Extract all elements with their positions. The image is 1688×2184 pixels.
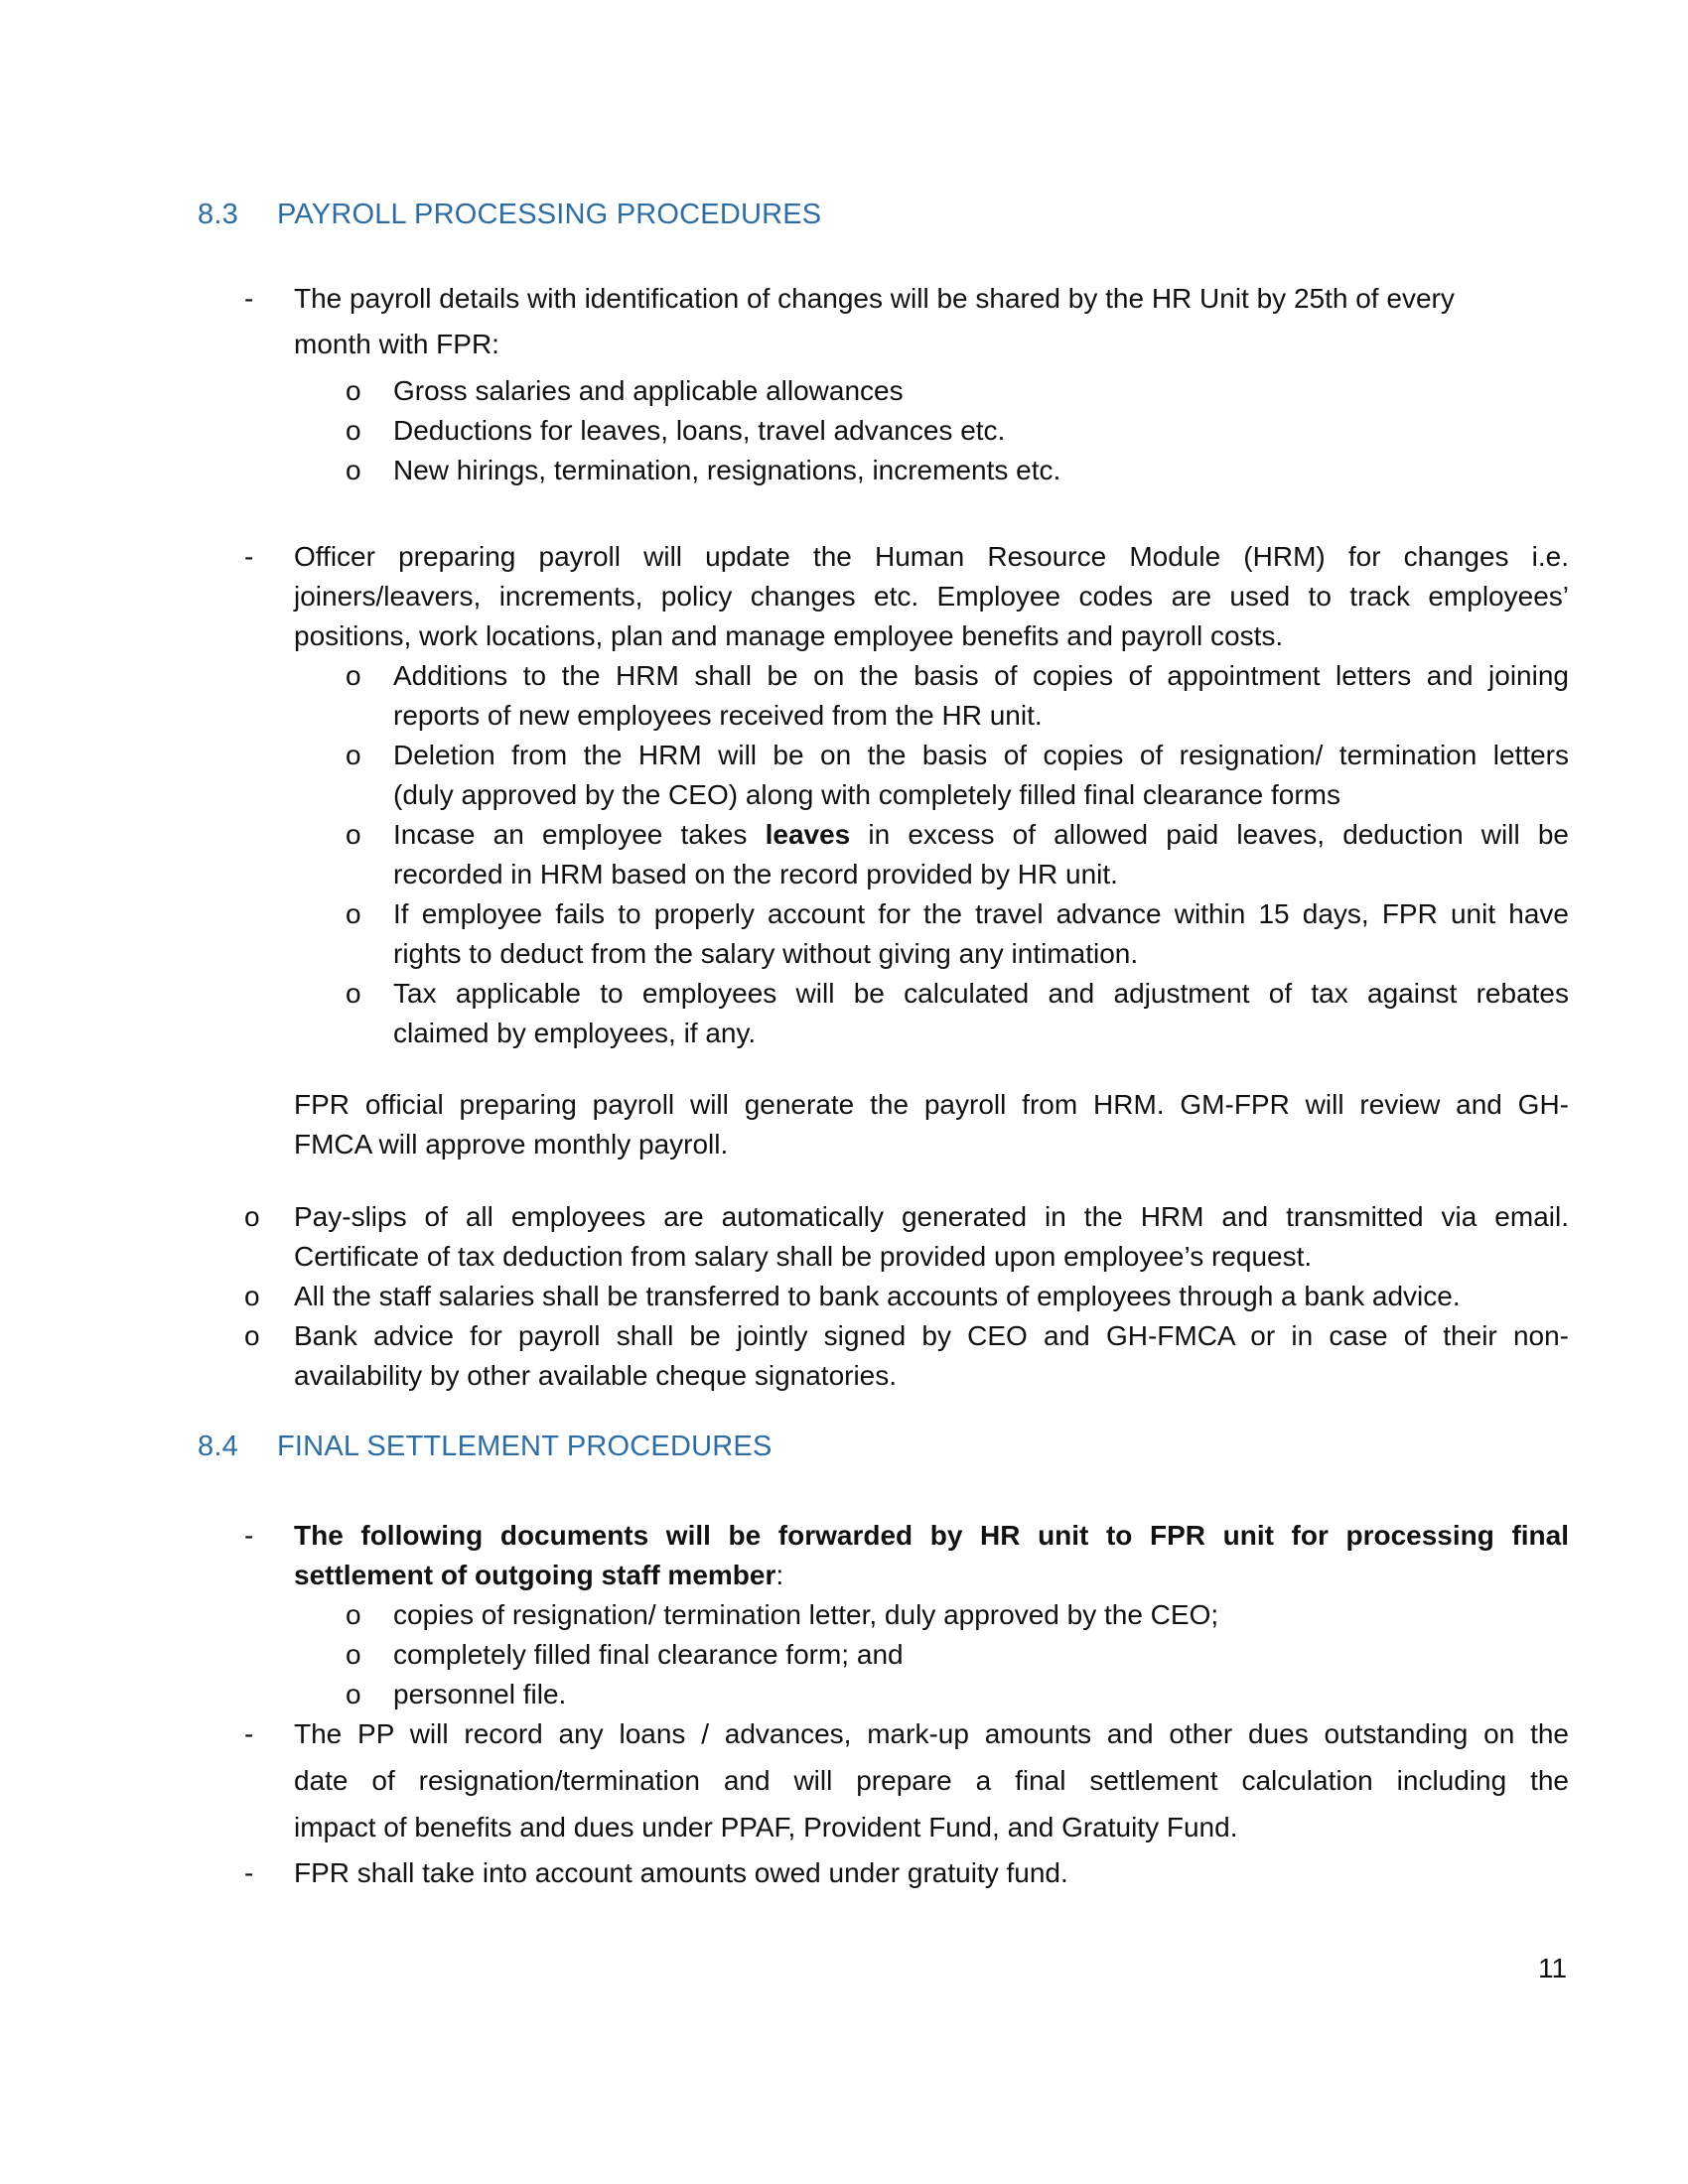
list-item-line: (duly approved by the CEO) along with completely filled final clearance forms [393, 779, 1341, 810]
list-item-line: claimed by employees, if any. [393, 1018, 757, 1048]
dash-marker: - [244, 1857, 254, 1888]
list-item-line: All the staff salaries shall be transferred to bank accounts of employees through a bank advice. [294, 1281, 1461, 1311]
section-heading-8-4 [198, 1431, 773, 1463]
list-item: New hirings, termination, resignations, increments etc. [393, 455, 1061, 485]
section-number: 8.3 [198, 199, 238, 230]
list-item-line: Additions to the HRM shall be on the basis of copies of appointment letters and joining [393, 660, 1569, 691]
circle-marker: o [346, 1679, 361, 1709]
circle-marker: o [346, 898, 361, 929]
dash-marker: - [244, 1718, 254, 1749]
list-item-line: Bank advice for payroll shall be jointly signed by CEO and GH-FMCA or in case of their non- [294, 1320, 1569, 1351]
circle-marker: o [346, 375, 361, 406]
bold-paragraph-line: The following documents will be forwarded by HR unit to FPR unit for processing final [294, 1520, 1569, 1551]
dash-marker: - [244, 1520, 254, 1551]
circle-marker: o [346, 978, 361, 1009]
circle-marker: o [346, 819, 361, 850]
list-item-line [393, 818, 1569, 852]
circle-marker: o [346, 415, 361, 446]
list-item-line: reports of new employees received from the HR unit. [393, 700, 1043, 731]
bold-text-run: leaves [765, 819, 851, 850]
dash-marker: - [244, 283, 254, 314]
circle-marker: o [346, 1599, 361, 1630]
circle-marker: o [244, 1281, 260, 1311]
list-item-line: If employee fails to properly account for the travel advance within 15 days, FPR unit have [393, 898, 1569, 929]
paragraph-line: FPR official preparing payroll will generate the payroll from HRM. GM-FPR will review and GH- [294, 1089, 1569, 1120]
paragraph-line: positions, work locations, plan and manage employee benefits and payroll costs. [294, 620, 1284, 651]
circle-marker: o [346, 740, 361, 770]
section-heading-8-3 [198, 199, 821, 231]
paragraph-line: joiners/leavers, increments, policy changes etc. Employee codes are used to track employees’ [294, 581, 1569, 612]
list-item-line: Deletion from the HRM will be on the basis of copies of resignation/ termination letters [393, 740, 1569, 770]
paragraph-line: Officer preparing payroll will update the Human Resource Module (HRM) for changes i.e. [294, 541, 1569, 572]
list-item-line: recorded in HRM based on the record provided by HR unit. [393, 859, 1118, 889]
page-number: 11 [1538, 1953, 1568, 1983]
section-title: FINAL SETTLEMENT PROCEDURES [277, 1431, 773, 1462]
circle-marker: o [346, 660, 361, 691]
list-item-line: availability by other available cheque signatories. [294, 1360, 898, 1391]
list-item-line: Tax applicable to employees will be calculated and adjustment of tax against rebates [393, 978, 1569, 1009]
list-item-line: rights to deduct from the salary without giving any intimation. [393, 938, 1139, 969]
circle-marker: o [346, 1639, 361, 1670]
paragraph-line [294, 1559, 783, 1592]
bold-text-run: settlement of outgoing staff member [294, 1560, 776, 1590]
list-item: personnel file. [393, 1679, 567, 1709]
paragraph-line: month with FPR: [294, 329, 499, 359]
dash-marker: - [244, 541, 254, 572]
circle-marker: o [346, 455, 361, 485]
list-item: completely filled final clearance form; and [393, 1639, 904, 1670]
list-item: copies of resignation/ termination letter, duly approved by the CEO; [393, 1599, 1219, 1630]
section-title: PAYROLL PROCESSING PROCEDURES [277, 199, 822, 230]
paragraph-line: The PP will record any loans / advances, mark-up amounts and other dues outstanding on the [294, 1718, 1569, 1749]
list-item: Deductions for leaves, loans, travel advances etc. [393, 415, 1006, 446]
paragraph-line: The payroll details with identification of changes will be shared by the HR Unit by 25th of every [294, 283, 1455, 314]
circle-marker: o [244, 1201, 260, 1232]
section-number: 8.4 [198, 1431, 238, 1462]
text-run: in excess of allowed paid leaves, deduction will be [850, 819, 1569, 850]
list-item-line: Certificate of tax deduction from salary shall be provided upon employee’s request. [294, 1241, 1313, 1272]
paragraph-line: date of resignation/termination and will prepare a final settlement calculation including the [294, 1765, 1569, 1796]
text-run: : [775, 1560, 784, 1590]
list-item-line: Pay-slips of all employees are automatically generated in the HRM and transmitted via email. [294, 1201, 1569, 1232]
list-item: Gross salaries and applicable allowances [393, 375, 904, 406]
paragraph-line: FPR shall take into account amounts owed under gratuity fund. [294, 1857, 1068, 1888]
paragraph-line: FMCA will approve monthly payroll. [294, 1129, 729, 1160]
circle-marker: o [244, 1320, 260, 1351]
paragraph-line: impact of benefits and dues under PPAF, Provident Fund, and Gratuity Fund. [294, 1812, 1238, 1843]
text-run: Incase an employee takes [393, 819, 766, 850]
